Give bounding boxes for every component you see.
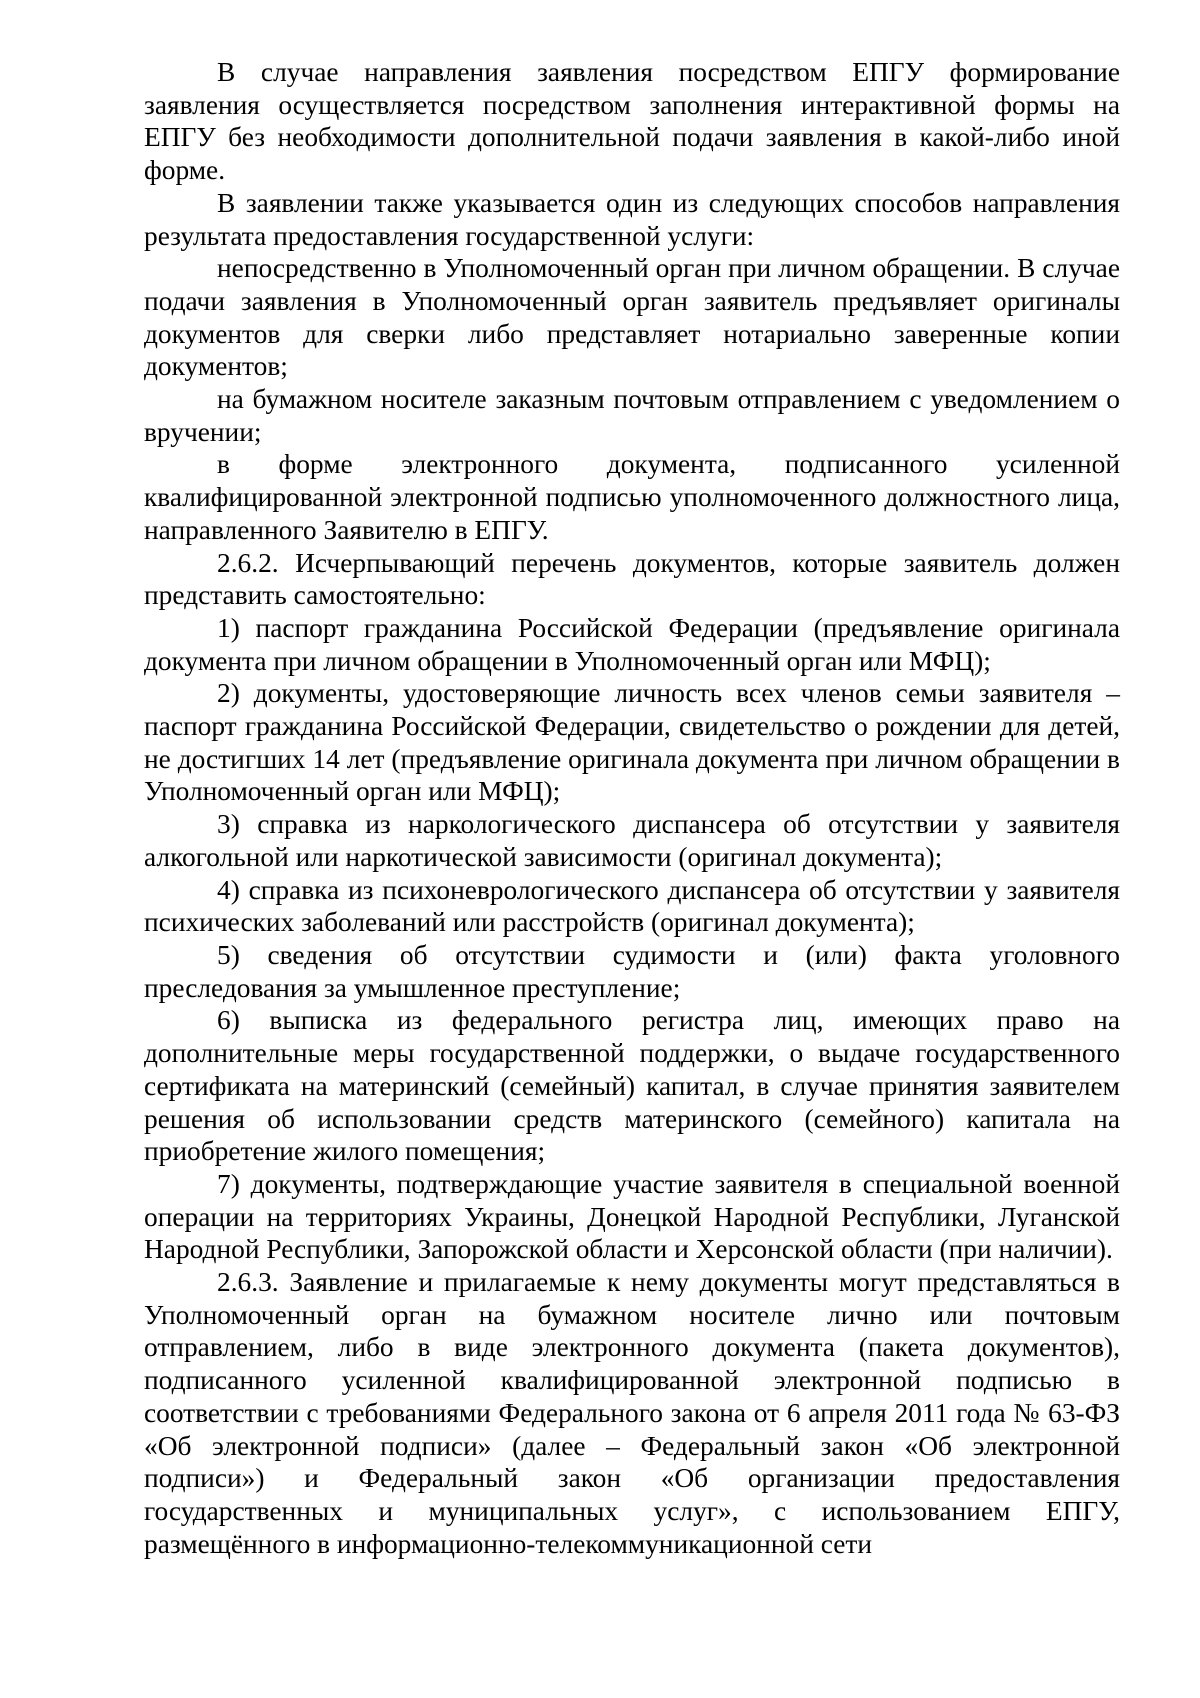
paragraph: на бумажном носителе заказным почтовым отправлением с уведомлением о вручении; <box>144 384 1120 447</box>
document-page <box>144 56 1120 1560</box>
paragraph: В случае направления заявления посредством ЕПГУ формирование заявления осуществляется посредством заполнения интерактивной формы на ЕПГУ без необходимости дополнительной подачи заявления в какой-либо иной форме. <box>144 57 1120 186</box>
paragraph: 5) сведения об отсутствии судимости и (или) факта уголовного преследования за умышленное преступление; <box>144 939 1120 1003</box>
paragraph: В заявлении также указывается один из следующих способов направления результата предоставления государственной услуги: <box>144 187 1120 251</box>
paragraph: 4) справка из психоневрологического диспансера об отсутствии у заявителя психических заболеваний или расстройств (оригинал документа); <box>144 874 1120 938</box>
paragraph: 1) паспорт гражданина Российской Федерации (предъявление оригинала документа при личном обращении в Уполномоченный орган или МФЦ); <box>144 612 1120 676</box>
paragraph: непосредственно в Уполномоченный орган при личном обращении. В случае подачи заявления в Уполномоченный орган заявитель предъявляет оригиналы документов для сверки либо представляет нотариально заверенные копии документов; <box>144 253 1120 382</box>
paragraph: в форме электронного документа, подписанного усиленной квалифицированной электронной подписью уполномоченного должностного лица, направленного Заявителю в ЕПГУ. <box>144 449 1120 545</box>
paragraph: 3) справка из наркологического диспансера об отсутствии у заявителя алкогольной или наркотической зависимости (оригинал документа); <box>144 809 1120 872</box>
paragraph: 2.6.2. Исчерпывающий перечень документов, которые заявитель должен представить самостоятельно: <box>144 547 1120 611</box>
paragraph: 6) выписка из федерального регистра лиц, имеющих право на дополнительные меры государственной поддержки, о выдаче государственного сертификата на материнский (семейный) капитал, в случае принятия заявителем решения об использовании средств материнского (семейного) капитала на приобретение жилого помещения; <box>144 1005 1120 1167</box>
paragraph: 2.6.3. Заявление и прилагаемые к нему документы могут представляться в Уполномоченный орган на бумажном носителе лично или почтовым отправлением, либо в виде электронного документа (пакета документов), подписанного усиленной квалифицированной электронной подписью в соответствии с требованиями Федерального закона от 6 апреля 2011 года № 63-ФЗ «Об электронной подписи» (далее – Федеральный закон «Об электронной подписи») и Федеральный закон «Об организации предоставления государственных и муниципальных услуг», с использованием ЕПГУ, размещённого в информационно-телекоммуникационной сети <box>144 1267 1120 1559</box>
paragraph: 7) документы, подтверждающие участие заявителя в специальной военной операции на территориях Украины, Донецкой Народной Республики, Луганской Народной Республики, Запорожской области и Херсонской области (при наличии). <box>144 1168 1120 1265</box>
paragraph: 2) документы, удостоверяющие личность всех членов семьи заявителя – паспорт гражданина Российской Федерации, свидетельство о рождении для детей, не достигших 14 лет (предъявление оригинала документа при личном обращении в Уполномоченный орган или МФЦ); <box>144 678 1120 807</box>
